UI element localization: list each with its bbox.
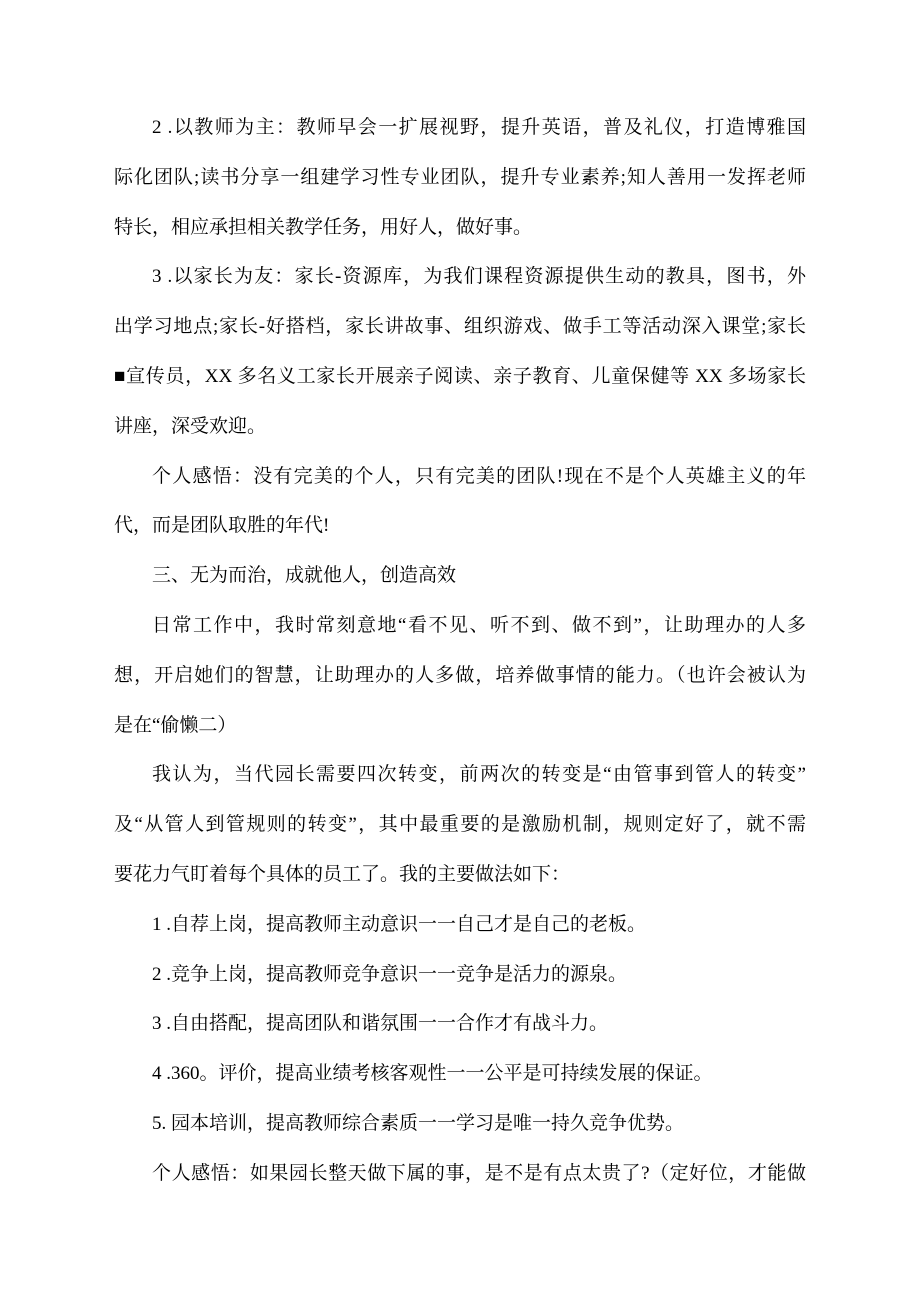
paragraph: [114, 601, 806, 750]
text-line: 2 .以教师为主：教师早会一扩展视野，提升英语，普及礼仪，打造博雅国: [152, 117, 806, 138]
paragraph: [114, 1149, 806, 1199]
paragraph: [114, 452, 806, 552]
text-line: 日常工作中，我时常刻意地“看不见、听不到、做不到”，让助理办的人多: [152, 614, 806, 636]
text-line: 3 .自由搭配，提高团队和谐氛围一一合作才有战斗力。: [152, 1013, 609, 1035]
text-line: 要花力气盯着每个具体的员工了。我的主要做法如下：: [114, 863, 571, 885]
paragraph: [114, 103, 806, 252]
list-item: [114, 1099, 806, 1149]
text-line: 4 .360。评价，提高业绩考核客观性一一公平是可持续发展的保证。: [152, 1063, 713, 1085]
text-line: 是在“偷懒二）: [114, 714, 237, 736]
text-line: 讲座，深受欢迎。: [114, 415, 267, 437]
text-line: 个人感悟：如果园长整天做下属的事，是不是有点太贵了?（定好位，才能做: [152, 1162, 806, 1184]
text-line: 想，开启她们的智慧，让助理办的人多做，培养做事情的能力。（也许会被认为: [114, 664, 806, 686]
paragraph: [114, 252, 806, 451]
text-line: 个人感悟：没有完美的个人，只有完美的团队!现在不是个人英雄主义的年: [152, 465, 806, 487]
text-line: 代，而是团队取胜的年代!: [114, 515, 330, 537]
text-line: 特长，相应承担相关教学任务，用好人，做好事。: [114, 216, 533, 238]
text-line: 3 .以家长为友：家长-资源库，为我们课程资源提供生动的教具，图书，外: [152, 266, 806, 288]
text-line: 际化团队;读书分享一组建学习性专业团队，提升专业素养;知人善用一发挥老师: [114, 166, 806, 188]
text-line: 5. 园本培训，提高教师综合素质一一学习是唯一持久竞争优势。: [152, 1112, 685, 1134]
section-heading: [114, 551, 806, 601]
text-line: ■宣传员，XX 多名义工家长开展亲子阅读、亲子教育、儿童保健等 XX 多场家长: [114, 365, 806, 387]
text-line: 出学习地点;家长-好搭档，家长讲故事、组织游戏、做手工等活动深入课堂;家长: [114, 316, 806, 338]
text-line: 我认为，当代园长需要四次转变，前两次的转变是“由管事到管人的转变”: [152, 764, 806, 786]
text-line: 1 .自荐上岗，提高教师主动意识一一自己才是自己的老板。: [152, 913, 647, 935]
list-item: [114, 900, 806, 950]
text-line: 及“从管人到管规则的转变”，其中最重要的是激励机制，规则定好了，就不需: [114, 814, 806, 836]
list-item: [114, 1049, 806, 1099]
text-line: 三、无为而治，成就他人，创造高效: [152, 565, 457, 587]
list-item: [114, 950, 806, 1000]
text-line: 2 .竞争上岗，提高教师竞争意识一一竞争是活力的源泉。: [152, 963, 628, 985]
paragraph: [114, 750, 806, 899]
list-item: [114, 999, 806, 1049]
